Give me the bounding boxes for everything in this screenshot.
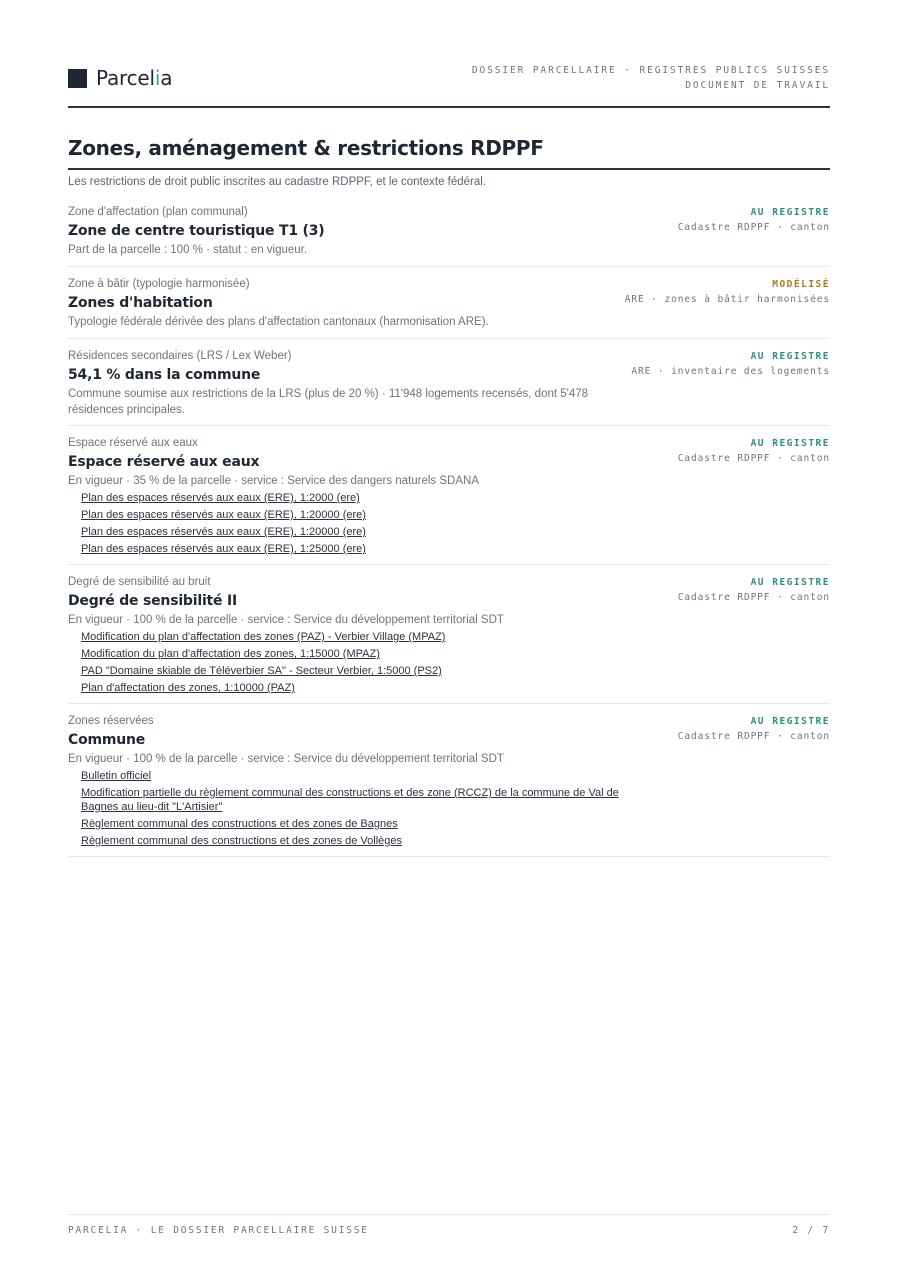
entry-badge bbox=[625, 277, 830, 308]
document-link[interactable]: Bulletin officiel bbox=[81, 770, 152, 782]
source-label: ARE · inventaire des logements bbox=[631, 366, 830, 377]
status-badge: AU REGISTRE bbox=[750, 438, 830, 449]
brand-logo bbox=[68, 66, 172, 90]
source-label: Cadastre RDPPF · canton bbox=[677, 731, 830, 742]
entry-description: En vigueur · 100 % de la parcelle · service : Service du développement territorial SDT bbox=[68, 614, 504, 626]
entry-name: Espace réservé aux eaux bbox=[68, 454, 260, 470]
source-label: Cadastre RDPPF · canton bbox=[677, 453, 830, 464]
restriction-entry bbox=[68, 714, 830, 857]
document-link[interactable]: Modification partielle du règlement communal des constructions et des zone (RCCZ) de la commune de Val de Bagnes au lieu-dit "L'Artisier" bbox=[81, 787, 619, 813]
document-list bbox=[68, 629, 830, 697]
status-badge: AU REGISTRE bbox=[750, 207, 830, 218]
entry-badge bbox=[678, 714, 830, 745]
entry-category: Zone d'affectation (plan communal) bbox=[68, 206, 248, 218]
page-number: 2 / 7 bbox=[792, 1225, 830, 1236]
status-badge: AU REGISTRE bbox=[750, 351, 830, 362]
document-list bbox=[68, 768, 830, 850]
source-label: Cadastre RDPPF · canton bbox=[677, 592, 830, 603]
document-link[interactable]: Modification du plan d'affectation des zones, 1:15000 (MPAZ) bbox=[81, 648, 380, 660]
restriction-entry bbox=[68, 575, 830, 704]
restriction-entry bbox=[68, 436, 830, 565]
source-label: ARE · zones à bâtir harmonisées bbox=[624, 294, 830, 305]
footer-brand: PARCELIA · LE DOSSIER PARCELLAIRE SUISSE bbox=[68, 1225, 369, 1236]
document-link[interactable]: Plan des espaces réservés aux eaux (ERE), 1:25000 (ere) bbox=[81, 543, 366, 555]
section-intro: Les restrictions de droit public inscrites au cadastre RDPPF, et le contexte fédéral. bbox=[68, 176, 487, 188]
document-link[interactable]: Plan des espaces réservés aux eaux (ERE), 1:2000 (ere) bbox=[81, 492, 360, 504]
entry-name: 54,1 % dans la commune bbox=[68, 367, 261, 383]
entry-category: Résidences secondaires (LRS / Lex Weber) bbox=[68, 350, 292, 362]
status-badge: MODÉLISÉ bbox=[772, 279, 830, 290]
entry-category: Zones réservées bbox=[68, 715, 154, 727]
document-link[interactable]: Modification du plan d'affectation des zones (PAZ) - Verbier Village (MPAZ) bbox=[81, 631, 446, 643]
document-link[interactable]: Plan des espaces réservés aux eaux (ERE), 1:20000 (ere) bbox=[81, 526, 366, 538]
document-link[interactable]: Plan des espaces réservés aux eaux (ERE), 1:20000 (ere) bbox=[81, 509, 366, 521]
document-link[interactable]: Règlement communal des constructions et des zones de Vollèges bbox=[81, 835, 403, 847]
header-line-2: DOCUMENT DE TRAVAIL bbox=[685, 80, 830, 91]
entry-description: Part de la parcelle : 100 % · statut : en vigueur. bbox=[68, 244, 308, 256]
entry-name: Commune bbox=[68, 732, 146, 748]
logo-square-icon bbox=[68, 69, 87, 88]
section-title: Zones, aménagement & restrictions RDPPF bbox=[68, 136, 830, 170]
restriction-entry bbox=[68, 349, 830, 426]
document-link[interactable]: Plan d'affectation des zones, 1:10000 (PAZ) bbox=[81, 682, 295, 694]
status-badge: AU REGISTRE bbox=[750, 716, 830, 727]
restriction-entry bbox=[68, 277, 830, 339]
page-footer bbox=[68, 1214, 830, 1236]
document-list bbox=[68, 490, 830, 558]
entry-category: Espace réservé aux eaux bbox=[68, 437, 198, 449]
entry-description: En vigueur · 35 % de la parcelle · service : Service des dangers naturels SDANA bbox=[68, 475, 480, 487]
header-meta bbox=[472, 63, 830, 93]
header-line-1: DOSSIER PARCELLAIRE · REGISTRES PUBLICS SUISSES bbox=[471, 65, 830, 76]
entry-category: Degré de sensibilité au bruit bbox=[68, 576, 211, 588]
entry-description: En vigueur · 100 % de la parcelle · service : Service du développement territorial SDT bbox=[68, 753, 504, 765]
entry-description: Commune soumise aux restrictions de la LRS (plus de 20 %) · 11'948 logements recensés, dont 5'478 résidences principales. bbox=[68, 388, 589, 416]
entry-name: Zone de centre touristique T1 (3) bbox=[68, 223, 325, 239]
document-link[interactable]: Règlement communal des constructions et des zones de Bagnes bbox=[81, 818, 398, 830]
restriction-entry bbox=[68, 205, 830, 267]
brand-name: Parcelia bbox=[96, 66, 173, 90]
entry-description: Typologie fédérale dérivée des plans d'affectation cantonaux (harmonisation ARE). bbox=[68, 316, 489, 328]
status-badge: AU REGISTRE bbox=[750, 577, 830, 588]
entry-name: Zones d'habitation bbox=[68, 295, 213, 311]
entry-badge bbox=[678, 205, 830, 236]
entry-badge bbox=[678, 575, 830, 606]
source-label: Cadastre RDPPF · canton bbox=[677, 222, 830, 233]
entry-badge bbox=[631, 349, 830, 380]
entry-category: Zone à bâtir (typologie harmonisée) bbox=[68, 278, 250, 290]
entry-badge bbox=[678, 436, 830, 467]
page-header bbox=[68, 62, 830, 108]
entry-name: Degré de sensibilité II bbox=[68, 593, 238, 609]
document-link[interactable]: PAD "Domaine skiable de Téléverbier SA" - Secteur Verbier, 1:5000 (PS2) bbox=[81, 665, 442, 677]
